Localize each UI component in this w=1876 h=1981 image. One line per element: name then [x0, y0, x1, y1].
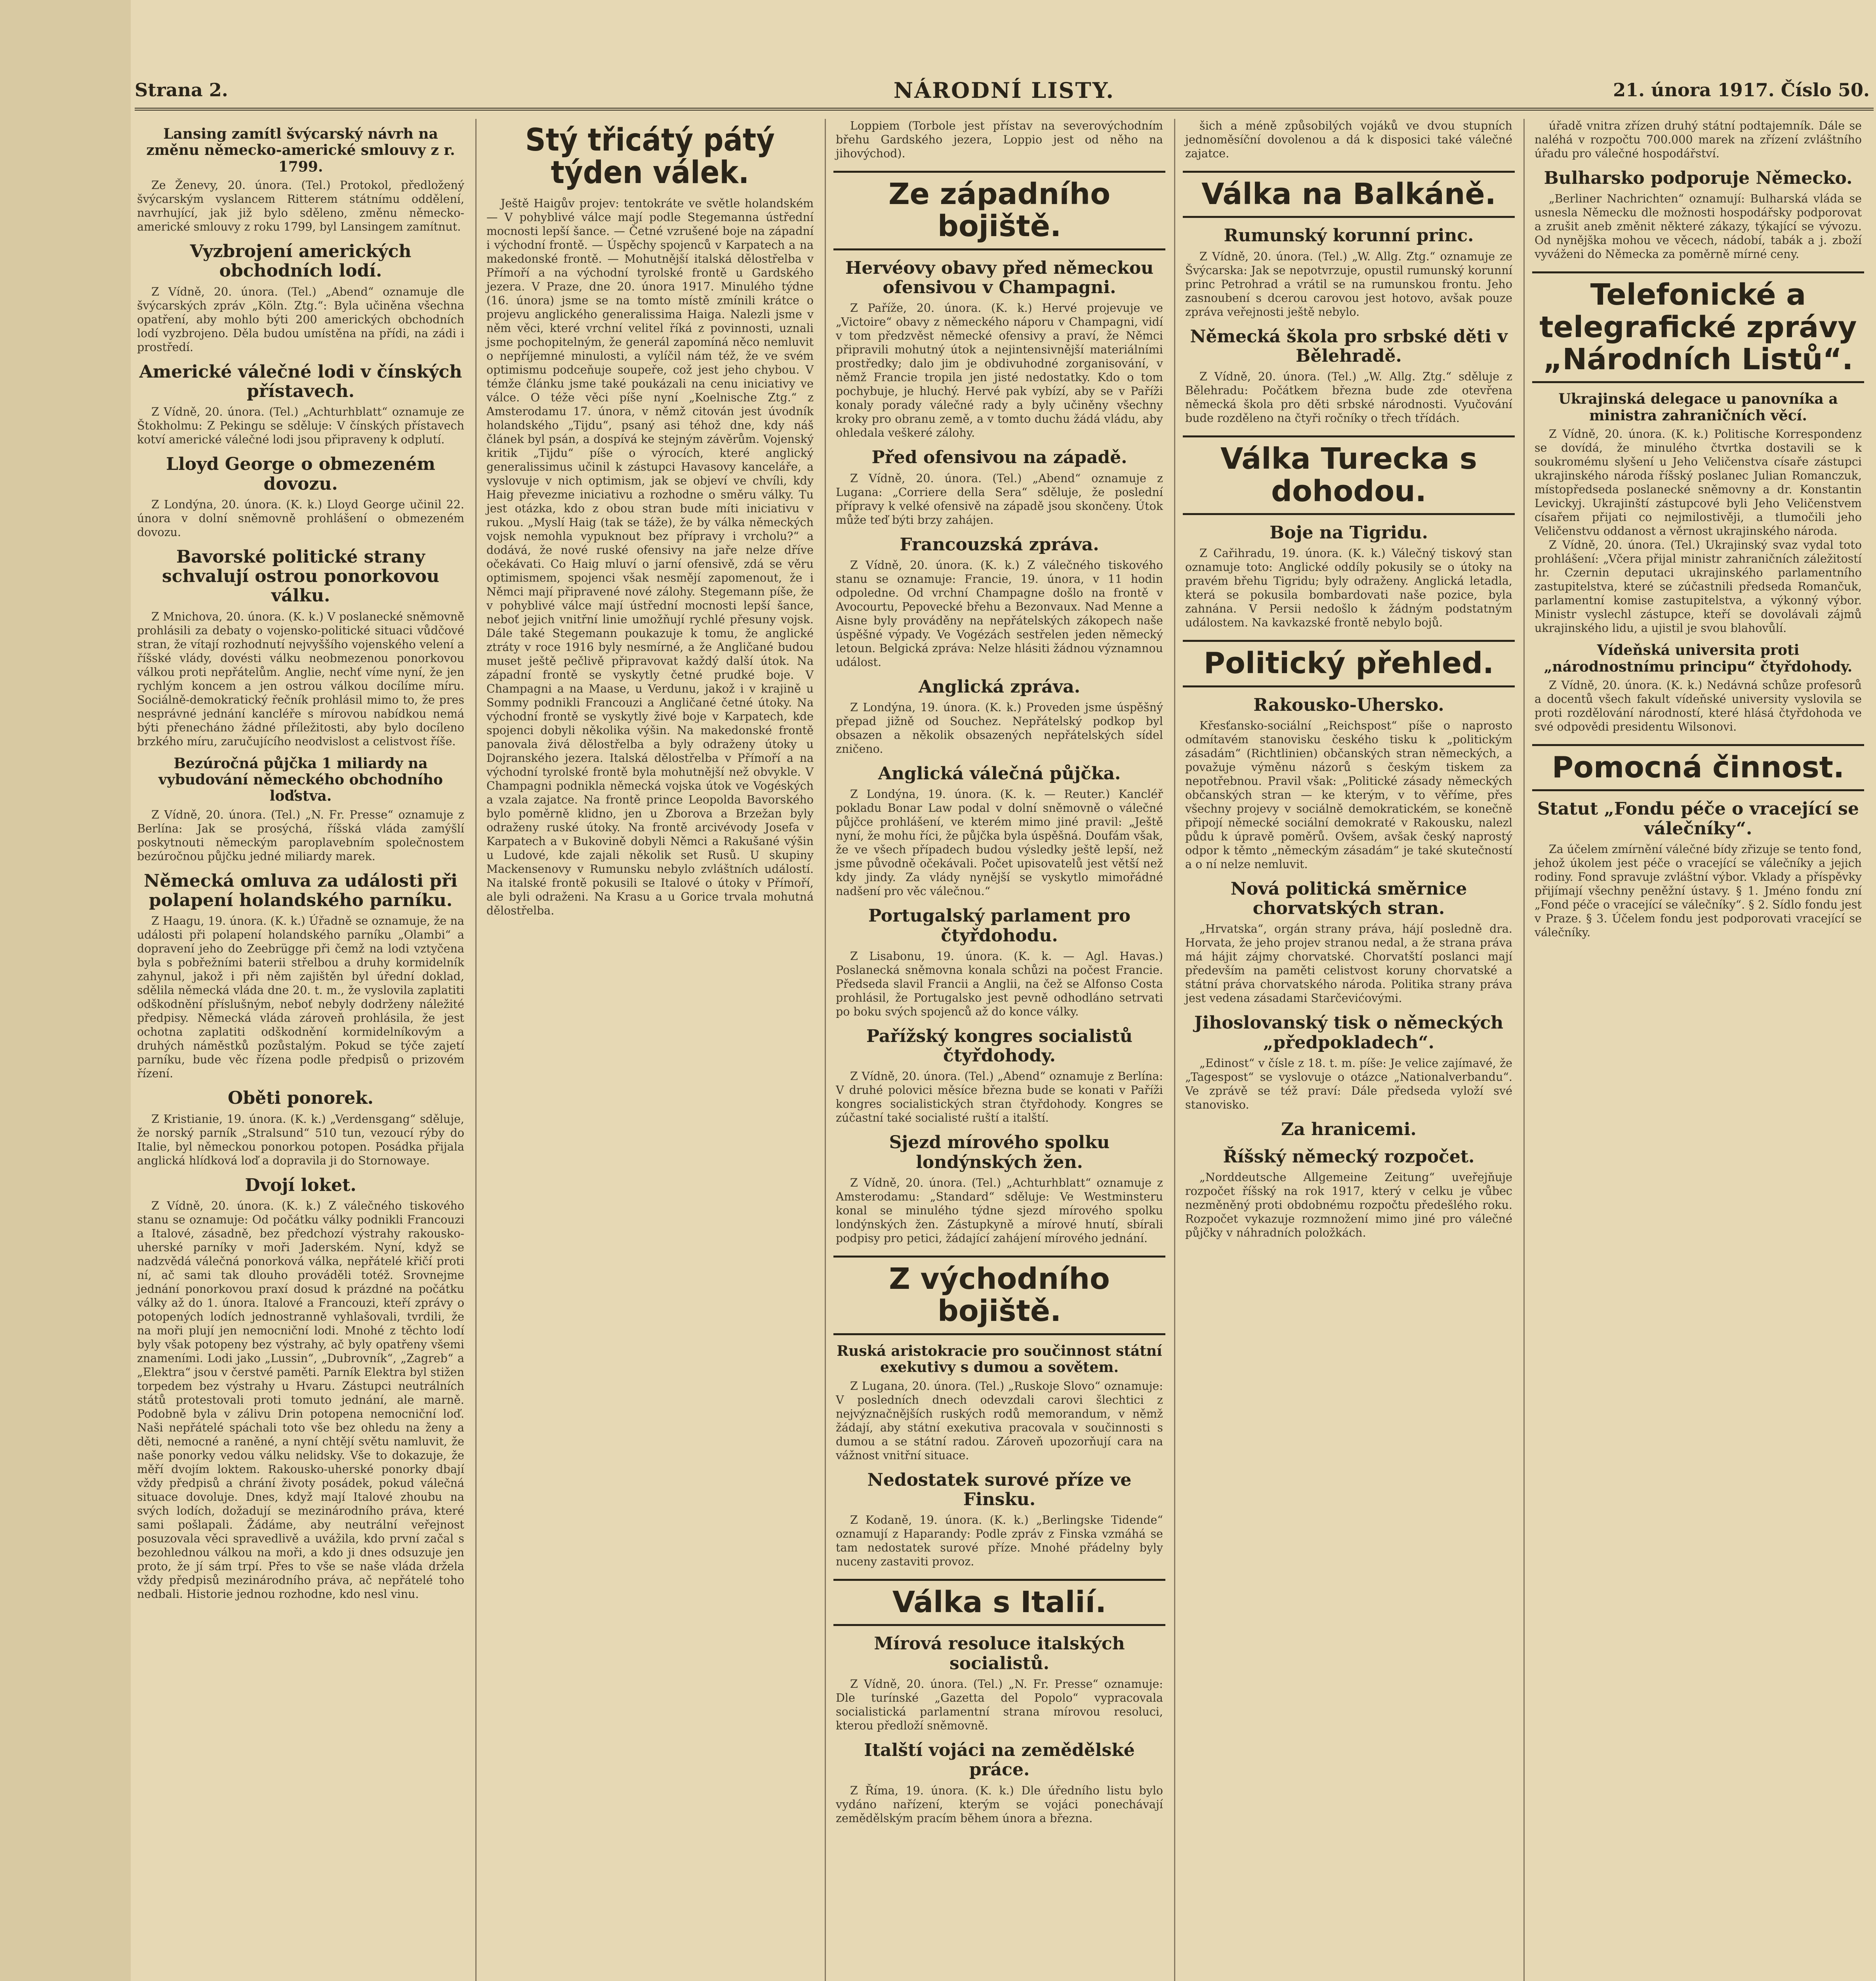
article-body: Z Vídně, 20. února. (K. k.) Nedávná schůze profesorů a docentů všech fakult vídeňské university vyslovila se proti rozdělování národností, které hlásá čtyřdohoda ve své odpovědi presidentu Wilsonovi.	[1535, 679, 1862, 733]
article-headline: Lansing zamítl švýcarský návrh na změnu německo-americké smlouvy z r. 1799.	[146, 126, 455, 175]
article-body: Z Kristianie, 19. února. (K. k.) „Verdensgang“ sděluje, že norský parník „Stralsund“ 510 tun, vezoucí rýby do Italie, byl německou ponorkou potopen. Posádka přijala anglická hlídková loď a dopravila ji do Stornowaye.	[137, 1112, 464, 1167]
article-headline: Pomocná činnost.	[1532, 744, 1864, 791]
article-headline: Dvojí loket.	[245, 1175, 357, 1195]
article-headline: Vídeňská universita proti „národnostnímu principu“ čtyřdohody.	[1544, 642, 1853, 675]
article	[1532, 391, 1864, 538]
article	[833, 448, 1165, 527]
article	[135, 362, 467, 447]
article-headline: Pařížský kongres socialistů čtyřdohody.	[866, 1026, 1132, 1066]
article	[833, 1741, 1165, 1825]
article	[1183, 695, 1515, 715]
article-body: Ze Ženevy, 20. února. (Tel.) Protokol, předložený švýcarským vyslancem Ritterem státnímu oddělení, navrhující, jak již bylo sděleno, změnu německo-americké smlouvy z roku 1799, byl Lansingem zamítnut.	[137, 179, 464, 234]
article-body: Loppiem (Torbole jest přístav na severovýchodním břehu Gardského jezera, Loppio jest od něho na jihovýchod).	[836, 119, 1163, 160]
article-headline: Boje na Tigridu.	[1270, 522, 1428, 543]
article-headline: Před ofensivou na západě.	[871, 447, 1127, 468]
article-headline: Politický přehled.	[1183, 640, 1515, 687]
article-headline: Ruská aristokracie pro součinnost státní exekutivy s dumou a sovětem.	[837, 1342, 1162, 1376]
column-1	[135, 119, 467, 1981]
column-rule	[825, 119, 826, 1981]
issue-date: 21. února 1917. Číslo 50.	[1613, 79, 1870, 101]
article	[1183, 435, 1515, 515]
article-body: Z Vídně, 20. února. (Tel.) „Achturhblatt“ oznamuje z Amsterodamu: „Standard“ sděluje: Ve Westminsteru konal se minulého týdne sjezd mírového spolku londýnských žen. Zástupkyně a mírové hnutí, sbírali podpisy pro petici, žádající zahájení mírového jednání.	[836, 1176, 1163, 1245]
article	[1183, 119, 1515, 160]
article	[833, 1634, 1165, 1733]
article	[1532, 119, 1864, 160]
article-headline: Německá omluva za události při polapení holandského parníku.	[144, 870, 458, 910]
column-2	[484, 119, 816, 1981]
article-body: Z Londýna, 20. února. (K. k.) Lloyd George učinil 22. února v dolní sněmovně prohlášení o obmezeném dovozu.	[137, 498, 464, 539]
article-headline: Hervéovy obavy před německou ofensivou v Champagni.	[845, 258, 1154, 298]
article-body: Z Paříže, 20. února. (K. k.) Hervé projevuje ve „Victoire“ obavy z německého náporu v Champagni, vidí v tom předzvěst německé ofensivy a praví, že Němci připravili mohutný útok a nejintensivnější materiálními prostředky; dalo jim je obdivuhodné zorganisování, v němž Francie tropila jen jisté nedostatky. Kdo o tom pochybuje, je hluchý. Hervé pak vybízí, aby se v Paříži konaly porady válečné rady a byly učiněny všechny kroky pro obranu země, a v tomto duchu žádá vládu, aby ohledala veškeré zálohy.	[836, 302, 1163, 440]
column-3	[833, 119, 1165, 1981]
masthead	[135, 79, 1874, 111]
article-headline: Vyzbrojení amerických obchodních lodí.	[190, 241, 412, 281]
article	[833, 677, 1165, 756]
article-headline: Z východního bojiště.	[833, 1256, 1165, 1335]
article-body: Z Cařihradu, 19. února. (K. k.) Válečný tiskový stan oznamuje toto: Anglické oddíly pokusily se o útoky na pravém břehu Tigridu; byly odraženy. Anglická letadla, která se pokusila bombardovati naše pozice, byla zahnána. V Persii nedošlo k žádným podstatným událostem. Na kavkazské frontě nebylo bojů.	[1185, 547, 1512, 630]
article	[833, 764, 1165, 898]
column-rule	[475, 119, 477, 1981]
article-body: „Edinost“ v čísle z 18. t. m. píše: Je velice zajímavé, že „Tagespost“ se vyslovuje o otázce „Nationalverbandu“. Ve zprávě se též praví: Dále předseda vyloží své stanovisko.	[1185, 1056, 1512, 1111]
article-headline: Stý třicátý pátý týden válek.	[525, 122, 775, 191]
article	[135, 1176, 467, 1601]
article-headline: Bezúročná půjčka 1 miliardy na vybudování německého obchodního loďstva.	[158, 755, 443, 805]
article	[1532, 538, 1864, 635]
article-headline: Sjezd mírového spolku londýnských žen.	[889, 1132, 1110, 1172]
article-body: Z Vídně, 20. února. (Tel.) „Achturhblatt“ oznamuje ze Štokholmu: Z Pekingu se sděluje: V čínských přístavech kotví americké válečné lodi jsou připraveny k odplutí.	[137, 405, 464, 447]
article	[833, 1027, 1165, 1125]
article	[1183, 879, 1515, 1006]
article	[1183, 719, 1515, 871]
article-headline: Lloyd George o obmezeném dovozu.	[166, 454, 435, 494]
article	[1183, 1147, 1515, 1240]
article-body: „Berliner Nachrichten“ oznamují: Bulharská vláda se usnesla Německu dle možnosti hospodářsky podporovat a zrušit aneb změnit některé zákazy, týkající se vývozu. Od nynějška mohou ve věcech, nádobí, tabák a j. zboží vyváženi do Německa za poměrně mírné ceny.	[1535, 192, 1862, 261]
article-body: Z Londýna, 19. února. (K. k.) Proveden jsme úspěšný přepad jižně od Souchez. Nepřátelský podkop byl obsazen a několik obsazených nepřátelských sídel zničeno.	[836, 701, 1163, 756]
article-headline: Rakousko-Uhersko.	[1253, 695, 1444, 715]
article-body: Z Lugana, 20. února. (Tel.) „Ruskoje Slovo“ oznamuje: V posledních dnech odevzdali carovi šlechtici z nejvýznačnějších ruských rodů memorandum, v němž žádají, aby státní exekutiva pracovala v součinnosti s dumou a se státní radou. Zároveň upozorňují cara na vážnost vnitřní situace.	[836, 1379, 1163, 1462]
article-body: Z Lisabonu, 19. února. (K. k. — Agl. Havas.) Poslanecká sněmovna konala schůzi na počest Francie. Předseda slavil Francii a Anglii, na čež se Alfonso Costa prohlásil, že Portugalsko jest pevně odhodláno setrvati po boku svých spojenců až do konce války.	[836, 949, 1163, 1018]
article-headline: Mírová resoluce italských socialistů.	[874, 1634, 1125, 1674]
article-body: Křesťansko-sociální „Reichspost“ píše o naprosto odmítavém stanovisku českého tisku k „politickým zásadám“ (Richtlinien) občanských stran německých, a považuje výměnu názorů s českým tiskem za nepotřebnou. Pravil však: „Politické zásady německých občanských stran — ke kterým, v to věříme, přes všechny projevy v sociálně demokratickém, se konečně připojí německé sociální demokraté v Rakousku, nalezl půdu k úpravě poměrů. Ovšem, avšak český naprostý odpor k těmto „německým zásadám“ je také skutečností a o ní nelze nemluvit.	[1185, 719, 1512, 871]
article-body: Z Mnichova, 20. února. (K. k.) V poslanecké sněmovně prohlásili za debaty o vojensko-politické situaci vůdčové stran, že vítají rozhodnutí nejvyššího vojenského velení a říšské vlády, dovésti válku neobmezenou ponorkovou válkou proti nepřátelům. Anglie, nechť víme nyní, že jen rychlým koncem a jen ostrou válkou docílíme míru. Sociálně-demokratický řečník prohlásil mimo to, že pres nesprávné jednání kancléře s mírovou nabídkou nemá býti přenecháno žádné příležitosti, aby bylo docíleno brzkého míru, zaručujícího neodvislost a celistvost říše.	[137, 610, 464, 748]
article-headline: Říšský německý rozpočet.	[1223, 1147, 1475, 1167]
article-headline: Ukrajinská delegace u panovníka a ministra zahraničních věcí.	[1558, 391, 1838, 424]
article	[1183, 327, 1515, 426]
article-headline: Telefonické a telegrafické zprávy „Národních Listů“.	[1532, 271, 1864, 383]
article-headline: Bavorské politické strany schvalují ostrou ponorkovou válku.	[162, 546, 439, 606]
article-body: Z Vídně, 20. února. (Tel.) „N. Fr. Presse“ oznamuje z Berlína: Jak se prosýchá, říšská vláda zamýšlí poskytnouti německým paroplavebním společnostem bezúročnou půjčku jedné miliardy marek.	[137, 808, 464, 863]
article-body: šich a méně způsobilých vojáků ve dvou stupních jednoměsíční dovolenou a dá k disposici také válečné zajatce.	[1185, 119, 1512, 160]
article-body: Z Vídně, 20. února. (Tel.) „Abend“ oznamuje z Berlína: V druhé polovici měsíce března bude se konati v Paříži kongres socialistických stran čtyřdohody. Kongres se zúčastní také socialisté ruští a italští.	[836, 1070, 1163, 1125]
article-headline: Anglická zpráva.	[918, 676, 1081, 697]
article-body: Z Londýna, 19. února. (K. k. — Reuter.) Kancléř pokladu Bonar Law podal v dolní sněmovně o válečné půjčce prohlášení, ve kterém mimo jiné pravil: „Ještě nyní, že mohu říci, že půjčka byla úspěšná. Doufám však, že ve všech případech budou výsledky ještě lepší, než jsme původně očekávali. Počet upisovatelů jest větší než kdy jindy. Za vlády nynější se vyskytlo mimořádné nadšení pro věc válečnou.“	[836, 788, 1163, 898]
article	[135, 242, 467, 354]
page-margin	[0, 0, 131, 1981]
column-4	[1183, 119, 1515, 1981]
article-headline: Anglická válečná půjčka.	[878, 763, 1121, 784]
article	[833, 171, 1165, 250]
article-headline: Nová politická směrnice chorvatských stran.	[1230, 878, 1467, 919]
article-headline: Německá škola pro srbské děti v Bělehradě.	[1190, 326, 1508, 366]
article-body: Z Vídně, 20. února. (K. k.) Politische Korrespondenz se dovídá, že minulého čtvrtka dostavili se k soukromému slyšení u Jeho Veličenstva císaře zástupci ukrajinského národa říšský poslanec Julian Romanczuk, místopředseda poslanecké sněmovny a dr. Konstantin Levickyj. Ukrajinští zástupcové byli Jeho Veličenstvem císařem přijati co nejmilostivěji, a tlumočili jeho Veličenstvu oddanost a věrnost ukrajinského národa.	[1535, 427, 1862, 538]
article-body: Z Vídně, 20. února. (Tel.) „N. Fr. Presse“ oznamuje: Dle turínské „Gazetta del Popolo“ vypracovala socialistická parlamentní strana mírovou resoluci, kterou předloží sněmovně.	[836, 1677, 1163, 1732]
article	[484, 124, 816, 918]
article-body: Z Vídně, 20. února. (Tel.) „Abend“ oznamuje z Lugana: „Corriere della Sera“ sděluje, že poslední přípravy k velké ofensivě na západě jsou skončeny. Útok může teď býti brzy zahájen.	[836, 471, 1163, 527]
article-body: „Norddeutsche Allgemeine Zeitung“ uveřejňuje rozpočet říšský na rok 1917, který v celku je vůbec nezměněný proti obdobnému rozpočtu předešlého roku. Rozpočet vykazuje rozmnožení mimo jiné pro válečné půjčky v náhradních položkách.	[1185, 1171, 1512, 1240]
article-body: Z Kodaně, 19. února. (K. k.) „Berlingske Tidende“ oznamují z Haparandy: Podle zpráv z Finska vzmáhá se tam nedostatek surové příze. Mnohé přádelny byly nuceny zastaviti provoz.	[836, 1513, 1163, 1569]
article-body: Z Vídně, 20. února. (Tel.) „Abend“ oznamuje dle švýcarských zpráv „Köln. Ztg.“: Byla učiněna všechna opatření, aby mohlo býti 200 amerických obchodních lodí vyzbrojeno. Děla budou umístěna na přídi, na zádi i prostředí.	[137, 285, 464, 354]
article	[135, 756, 467, 863]
article-headline: Americké válečné lodi v čínských přístavech.	[139, 361, 462, 401]
article	[135, 126, 467, 234]
article-body: Z Vídně, 20. února. (K. k.) Z válečného tiskového stanu se oznamuje: Francie, 19. února, v 11 hodin odpoledne. Od vrchní Champagne došlo na frontě v Avocourtu, Pepovecké břehu a Bezonvaux. Nad Menne a Aisne byly prováděny na nepřátelských zákopech naše úspěšné výpady. Ve Vogézách sestřelen jeden německý letoun. Belgická zpráva: Nelze hlásiti žádnou významnou událost.	[836, 558, 1163, 669]
column-5	[1532, 119, 1864, 1981]
article	[833, 535, 1165, 669]
article-headline: Za hranicemi.	[1281, 1119, 1417, 1139]
article	[1183, 523, 1515, 630]
article	[135, 871, 467, 1081]
article-headline: Oběti ponorek.	[228, 1088, 374, 1109]
article	[135, 547, 467, 748]
newspaper-title: NÁRODNÍ LISTY.	[893, 78, 1115, 103]
article	[1532, 744, 1864, 791]
article	[833, 1256, 1165, 1335]
article	[833, 1133, 1165, 1245]
article-headline: Válka s Italií.	[833, 1579, 1165, 1626]
article-body: Z Vídně, 20. února. (Tel.) Ukrajinský svaz vydal toto prohlášení: „Včera přijal ministr zahraničních záležitostí hr. Czernin deputaci ukrajinského parlamentního zastupitelstva, které se zúčastnili předseda Romančuk, parlamentní komise zastupitelstva, a výkonný výbor. Ministr vyslechl zástupce, kteří se dovolávali zájmů ukrajinského lidu, a ujistil je svou blahovůlí.	[1535, 538, 1862, 635]
article-body: Za účelem zmírnění válečné bídy zřizuje se tento fond, jehož úkolem jest péče o vracející se válečníky a jejich rodiny. Fond spravuje zvláštní výbor. Vklady a příspěvky přijímají všechny peněžní ústavy. § 1. Jméno fondu zní „Fond péče o vracející se válečníky“. § 2. Sídlo fondu jest v Praze. § 3. Účelem fondu jest podporovati vracející se válečníky.	[1535, 842, 1862, 939]
article-headline: Válka Turecka s dohodou.	[1183, 435, 1515, 515]
article	[833, 119, 1165, 160]
article-body: Z Říma, 19. února. (K. k.) Dle úředního listu bylo vydáno nařízení, kterým se vojáci ponechávají zemědělským pracím během února a března.	[836, 1784, 1163, 1825]
article-headline: Statut „Fondu péče o vracející se válečníky“.	[1537, 799, 1859, 839]
article	[1183, 226, 1515, 319]
article	[833, 906, 1165, 1019]
article	[1183, 640, 1515, 687]
article	[833, 1343, 1165, 1462]
article-headline: Ze západního bojiště.	[833, 171, 1165, 250]
article	[1532, 271, 1864, 383]
article-headline: Rumunský korunní princ.	[1224, 225, 1474, 246]
article	[1532, 168, 1864, 261]
article-body: Z Haagu, 19. února. (K. k.) Úřadně se oznamuje, že na události při polapení holandského parníku „Olambi“ a dopravení jeho do Zeebrügge při čemž na lodi vztyčena byla s pobřežními baterii střelbou a druhy kormidelník zahynul, jakož i při něm zajištěn byl úřední doklad, sdělila německá vláda dne 20. t. m., že vyslovila zaplatiti odškodnění příslušným, neboť nebyly dodrženy náležité předpisy. Německá vláda zároveň prohlásila, že jest ochotna zaplatiti odškodnění kormidelníkovým a druhých náměstků pozůstalým. Pokud se týče zajetí parníku, bude věc řízena podle předpisů o prizovém řízení.	[137, 914, 464, 1080]
article-headline: Italští vojáci na zemědělské práce.	[864, 1740, 1135, 1780]
article	[135, 1088, 467, 1167]
article	[135, 454, 467, 539]
article-body: úřadě vnitra zřízen druhý státní podtajemník. Dále se naléhá v rozpočtu 700.000 marek na zřízení zvláštního úřadu pro válečné hospodářství.	[1535, 119, 1862, 160]
column-rule	[1523, 119, 1525, 1981]
article	[833, 1579, 1165, 1626]
article-headline: Jihoslovanský tisk o německých „předpokladech“.	[1194, 1013, 1504, 1053]
article-body: Z Vídně, 20. února. (K. k.) Z válečného tiskového stanu se oznamuje: Od počátku války podnikli Francouzi a Italové, zásadně, bez předchozí výstrahy rakousko-uherské parníky v moři Jaderském. Nyní, když se nadzvědá válečná ponorková válka, nepřátelé křičí proti ní, ač sami tak dlouho prováděli totéž. Srovnejme jednání ponorkovou praxí dosud k prázdné na počátku války až do 1. února. Italové a Francouzi, kteří zprávy o potopených lodích jednostranně vyhlašovali, tvrdili, že na moři plují jen nemocniční lodi. Mnohé z těchto lodí byly však potopeny bez výstrahy, ač byly opatřeny všemi znameními. Lodi jako „Lussin“, „Dubrovník“, „Zagreb“ a „Elektra“ jsou v čerstvé paměti. Parník Elektra byl stižen torpedem bez výstrahy u Hvaru. Zástupci neutrálních států protestovali proti tomuto jednání, ale marně. Podobně byla v zálivu Drin potopena nemocniční loď. Naši nepřátelé spáchali toto vše bez ohledu na ženy a děti, nemocné a raněné, a nyní chtějí světu namluvit, že naše ponorky vedou válku nelidsky. Vše to dokazuje, že měří dvojím loktem. Rakousko-uherské ponorky dbají vždy předpisů a chrání životy posádek, pokud válečná situace dovoluje. Dnes, když mají Italové zhoubu na svých lodích, dožadují se mezinárodního práva, které sami pošlapali. Žádáme, aby neutrální veřejnost posuzovala věci spravedlivě a uvážila, kdo první začal s bezohlednou válkou na moři, a kdo ji dnes odsuzuje jen proto, že jí sám trpí. Přes to vše se naše vláda držela vždy předpisů mezinárodního práva, ač nepřátelé toho nedbali. Historie jednou rozhodne, kdo nesl vinu.	[137, 1199, 464, 1601]
article	[1183, 1120, 1515, 1139]
article	[1532, 642, 1864, 734]
article-headline: Válka na Balkáně.	[1183, 171, 1515, 218]
article	[833, 1470, 1165, 1569]
article-headline: Portugalský parlament pro čtyřdohodu.	[868, 906, 1131, 946]
article-headline: Nedostatek surové příze ve Finsku.	[867, 1470, 1132, 1510]
article-body: Ještě Haigův projev: tentokráte ve světle holandském — V pohyblivé válce mají podle Stegemanna ústřední mocnosti lepší šance. — Četné vzrušené boje na západní i východní frontě. — Úspěchy spojenců v Karpatech a na makedonské frontě. — Mohutnější italská dělostřelba v Přímoří a na východní tyrolské frontě u Gardského jezera. V Praze, dne 20. února 1917. Minulého týdne (16. února) jsme se na tomto místě zmínili krátce o projevu anglického generalissima Haiga. Nalezli jsme v něm věci, které vrchní velitel říká z povinnosti, uznali jsme pochopitelným, že generál zapomíná něco nemluvit o nepříjemné minulosti, a vylíčil nám též, že ve svém optimismu podceňuje soupeře, což jest jeho chybou. V témže článku jsme také poukázali na cenu iniciativy ve válce. O téže věci píše nyní „Koelnische Ztg.“ z Amsterodamu 17. února, v němž citován jest úvodník holandského „Tijdu“, psaný asi téhož dne, kdy náš článek byl psán, a dospívá ke stejným závěrům. Vojenský kritik „Tijdu“ píše o výrocích, které anglický generalissimus učinil k zástupci Havasovy kanceláře, a vyslovuje v nich optimism, jak se objeví ve chvíli, kdy Haig převezme iniciativu a rozhodne o směru války. Tu jest otázka, kdo z obou stran bude míti iniciativu v rukou. „Myslí Haig (tak se táže), že by válka německých vojsk nemohla vypuknout bez přípravy i vrcholu?“ a dodává, že nové ruské ofensivy na jaře nelze dříve očekávati. Co Haig mluví o jarní ofensivě, zdá se věru optimismem, spojenci však nesmějí zapomenout, že i Němci mají připravené nové zálohy. Stegemann píše, že v pohyblivé válce mají ústřední mocnosti lepší šance, neboť jejich vnitřní linie umožňují rychlé přesuny vojsk. Dále také Stegemann poukazuje k tomu, že anglické ztráty v roce 1916 byly nesmírné, a že Angličané budou muset ještě pečlivě připravovat každý další útok. Na západní frontě se vyskytly četné prudké boje. V Champagni a na Maase, u Verdunu, jakož i v krajině u Sommy podnikli Francouzi a Angličané četné útoky. Na východní frontě se vyskytly živé boje v Karpatech, kde spojenci dobyli několika výšin. Na makedonské frontě panovala živá dělostřelba a byly odraženy útoky u Dojranského jezera. Italská dělostřelba v Přímoří a na východní tyrolské frontě byla mohutnější než obvykle. V Champagni podnikla německá vojska útok ve Vogéských a vzala zajatce. Na frontě prince Leopolda Bavorského bylo poměrně klidno, jen u Zborova a Brzežan byly odraženy ruské útoky. Na frontě arcivévody Josefa v Karpatech a v Bukovině dobyli Němci a Rakušané výšin u Ludové, kde zajali několik set Rusů. U skupiny Mackensenovy v Rumunsku nebylo zvláštních událostí. Na italské frontě pokusili se Italové o útoky v Přímoří, ale byli odraženi. Na Krasu a u Gorice trvala mohutná dělostřelba.	[486, 197, 814, 917]
article-headline: Bulharsko podporuje Německo.	[1544, 168, 1853, 188]
article	[1183, 1013, 1515, 1112]
article-headline: Francouzská zpráva.	[900, 534, 1099, 555]
article	[1532, 799, 1864, 939]
article-body: Z Vídně, 20. února. (Tel.) „W. Allg. Ztg.“ oznamuje ze Švýcarska: Jak se nepotvrzuje, opustil rumunský korunní princ Petrohrad a vrátil se na rumunskou frontu. Jeho zasnoubení s dcerou carovou jest hotovo, avšak pouze zpráva veřejnosti ještě nebylo.	[1185, 250, 1512, 319]
page-number: Strana 2.	[135, 79, 228, 101]
article	[833, 258, 1165, 440]
article-body: Z Vídně, 20. února. (Tel.) „W. Allg. Ztg.“ sděluje z Bělehradu: Počátkem března bude zde otevřena německá škola pro děti srbské národnosti. Vyučování bude rozděleno na čtyři ročníky o třech třídách.	[1185, 370, 1512, 425]
article-body: „Hrvatska“, orgán strany práva, hájí posledně dra. Horvata, že jeho projev stranou nedal, a že strana práva má hájit zájmy chorvatské. Chorvatští poslanci mají především na paměti celistvost koruny chorvatské a státní práva chorvatského národa. Politika strany práva jest vedena zásadami Starčevićovými.	[1185, 922, 1512, 1005]
article	[1183, 171, 1515, 218]
column-rule	[1174, 119, 1175, 1981]
